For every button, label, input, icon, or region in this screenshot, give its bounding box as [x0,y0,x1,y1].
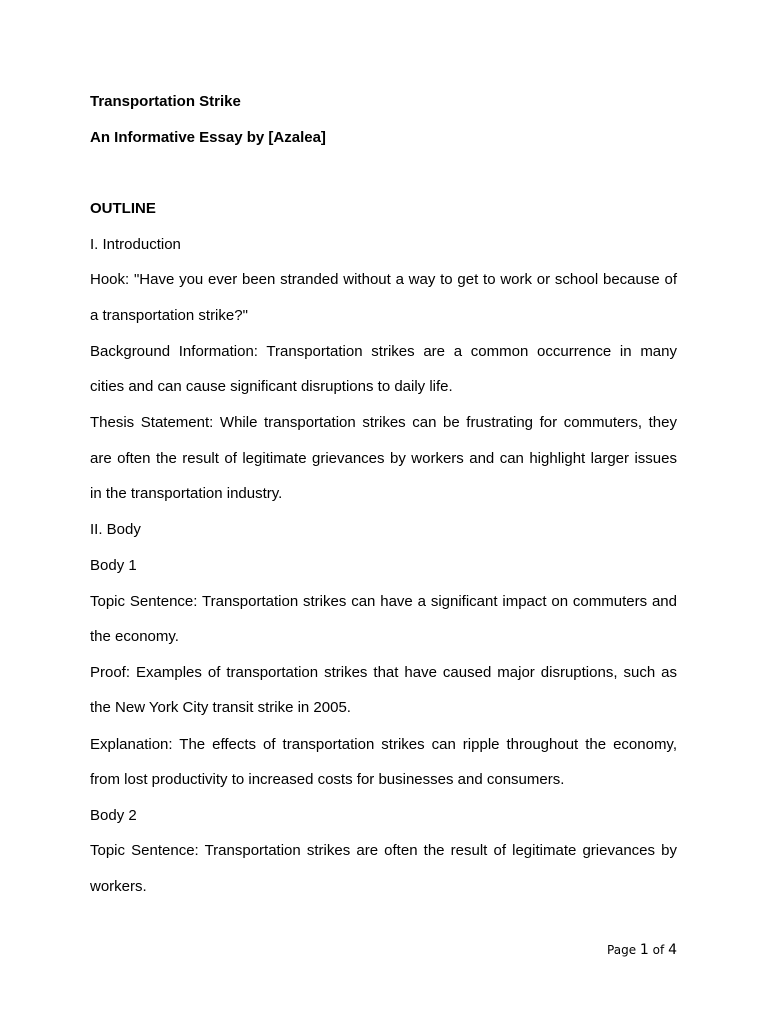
outline-line-topic-1-cont: the economy. [90,628,179,645]
section-heading-body: II. Body [90,521,141,538]
outline-line-topic-2: Topic Sentence: Transportation strikes are often the result of legitimate grievances by [90,842,677,859]
subsection-heading-body-2: Body 2 [90,807,137,824]
outline-line-topic-1: Topic Sentence: Transportation strikes can have a significant impact on commuters and [90,593,677,610]
outline-line-thesis-end: in the transportation industry. [90,485,283,502]
outline-line-explanation-1: Explanation: The effects of transportation strikes can ripple throughout the economy, [90,736,677,753]
outline-line-background-cont: cities and can cause significant disruptions to daily life. [90,378,453,395]
outline-line-explanation-1-cont: from lost productivity to increased costs for businesses and consumers. [90,771,565,788]
outline-line-hook-cont: a transportation strike?" [90,307,248,324]
of-label: of [652,943,665,957]
outline-line-proof-1: Proof: Examples of transportation strikes that have caused major disruptions, such as [90,664,677,681]
essay-subtitle: An Informative Essay by [Azalea] [90,129,326,146]
outline-line-proof-1-cont: the New York City transit strike in 2005. [90,699,351,716]
outline-line-thesis: Thesis Statement: While transportation strikes can be frustrating for commuters, they [90,414,677,431]
outline-heading: OUTLINE [90,200,156,217]
outline-line-hook: Hook: "Have you ever been stranded without a way to get to work or school because of [90,271,677,288]
section-heading-introduction: I. Introduction [90,236,181,253]
page-number-footer [607,941,677,959]
page-label: Page [607,943,637,957]
outline-line-topic-2-cont: workers. [90,878,147,895]
essay-title: Transportation Strike [90,93,241,110]
outline-line-thesis-cont: are often the result of legitimate grievances by workers and can highlight larger issues [90,450,677,467]
outline-line-background: Background Information: Transportation strikes are a common occurrence in many [90,343,677,360]
subsection-heading-body-1: Body 1 [90,557,137,574]
current-page-number: 1 [639,942,649,958]
total-pages-number: 4 [668,942,677,958]
